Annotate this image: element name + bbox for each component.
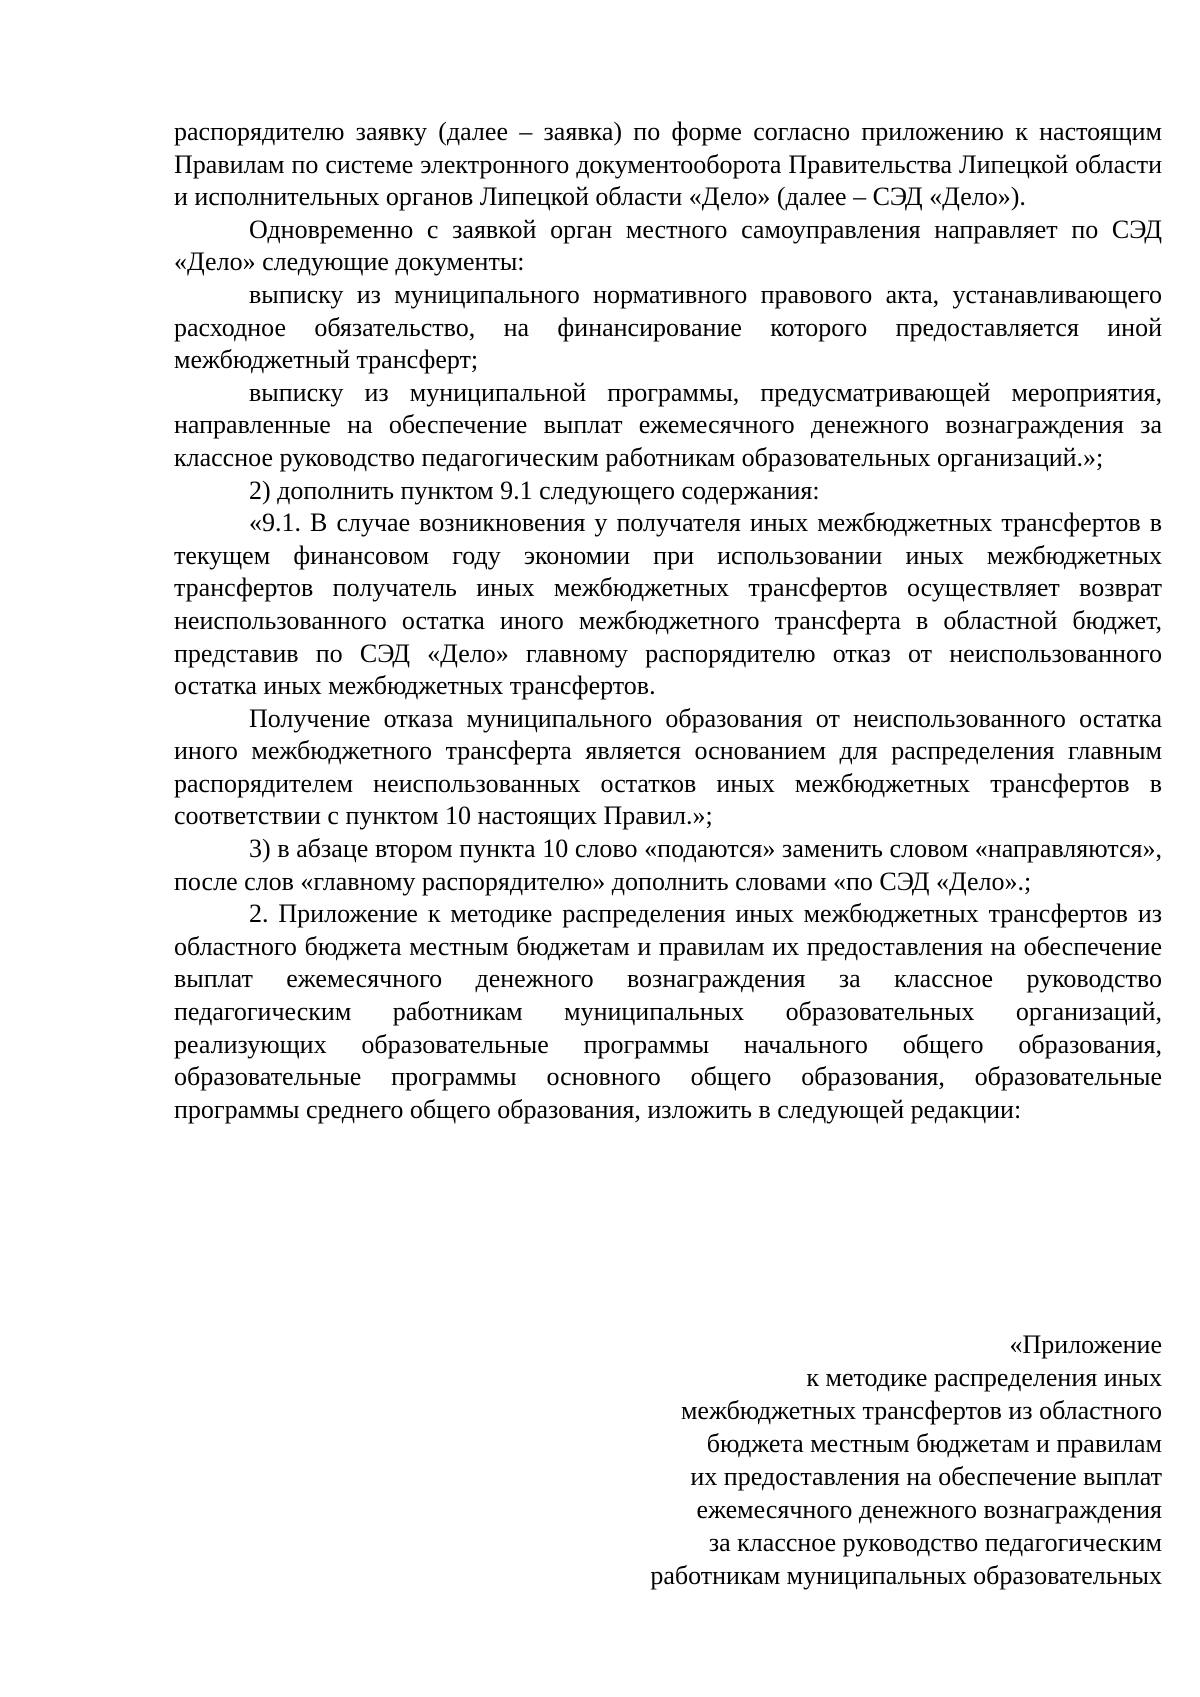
appendix-line: межбюджетных трансфертов из областного (680, 1396, 1162, 1425)
appendix-line: к методике распределения иных (806, 1363, 1162, 1392)
paragraph-amendment-9-1-intro: 2) дополнить пунктом 9.1 следующего содержания: (249, 475, 820, 505)
paragraph-request-form: распорядителю заявку (далее – заявка) по форме согласно приложению к настоящим Правилам по системе электронного документооборота Правительства Липецкой области и исполнительных органов Липецкой области «Дело» (далее – СЭД «Дело»). (174, 117, 1162, 212)
appendix-line: бюджета местным бюджетам и правилам (706, 1429, 1162, 1458)
paragraph-clause-9-1: «9.1. В случае возникновения у получателя иных межбюджетных трансфертов в текущем финансовом году экономии при использовании иных межбюджетных трансфертов получатель иных межбюджетных трансфертов осуществляет возврат неиспользованного остатка иного межбюджетного трансферта в областной бюджет, представив по СЭД «Дело» главному распорядителю отказ от неиспользованного остатка иных межбюджетных трансфертов. (174, 508, 1162, 701)
appendix-heading (542, 1328, 1162, 1592)
document-body (174, 116, 1162, 1126)
appendix-line: их предоставления на обеспечение выплат (690, 1462, 1162, 1491)
paragraph-simultaneous-documents: Одновременно с заявкой орган местного самоуправления направляет по СЭД «Дело» следующие документы: (174, 214, 1162, 277)
paragraph-extract-program: выписку из муниципальной программы, предусматривающей мероприятия, направленные на обеспечение выплат ежемесячного денежного вознаграждения за классное руководство педагогическим работникам образовательных организаций.»; (174, 377, 1162, 472)
paragraph-extract-normative-act: выписку из муниципального нормативного правового акта, устанавливающего расходное обязательство, на финансирование которого предоставляется иной межбюджетный трансферт; (174, 279, 1162, 375)
paragraph-appendix-revision: 2. Приложение к методике распределения иных межбюджетных трансфертов из областного бюджета местным бюджетам и правилам их предоставления на обеспечение выплат ежемесячного денежного вознаграждения за классное руководство педагогическим работникам муниципальных образовательных организаций, реализующих образовательные программы начального общего образования, образовательные программы основного общего образования, образовательные программы среднего общего образования, изложить в следующей редакции: (174, 899, 1162, 1124)
paragraph-refusal-basis: Получение отказа муниципального образования от неиспользованного остатка иного межбюджетного трансферта является основанием для распределения главным распорядителем неиспользованных остатков иных межбюджетных трансфертов в соответствии с пунктом 10 настоящих Правил.»; (174, 703, 1162, 831)
appendix-line: за классное руководство педагогическим (708, 1528, 1162, 1557)
appendix-line: работникам муниципальных образовательных (650, 1561, 1162, 1590)
appendix-line: ежемесячного денежного вознаграждения (696, 1495, 1162, 1524)
paragraph-amendment-clause-10: 3) в абзаце втором пункта 10 слово «подаются» заменить словом «направляются», после слов «главному распорядителю» дополнить словами «по СЭД «Дело».; (174, 834, 1162, 896)
appendix-line: «Приложение (1009, 1330, 1162, 1359)
